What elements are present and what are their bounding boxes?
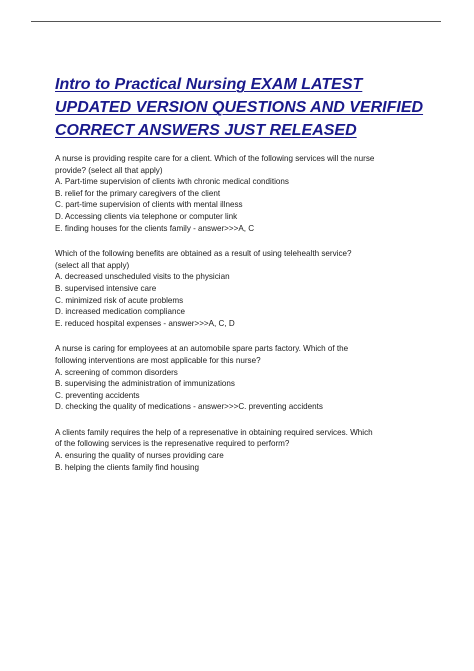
question-text: A nurse is caring for employees at an automobile spare parts factory. Which of the — [55, 344, 349, 354]
question-text: Which of the following benefits are obtained as a result of using telehealth service? — [55, 249, 352, 259]
question-block — [55, 427, 440, 473]
answer-option: D. increased medication compliance — [55, 307, 186, 317]
answer-option: A. decreased unscheduled visits to the physician — [55, 272, 230, 282]
title-line: CORRECT ANSWERS JUST RELEASED — [55, 122, 357, 139]
answer-option: B. helping the clients family find housing — [55, 462, 199, 472]
question-list — [55, 153, 440, 487]
question-block — [55, 343, 440, 413]
answer-option: A. ensuring the quality of nurses providing care — [55, 451, 224, 461]
question-text: provide? (select all that apply) — [55, 165, 163, 175]
answer-option: C. preventing accidents — [55, 390, 140, 400]
answer-option: B. supervising the administration of immunizations — [55, 379, 235, 389]
question-block — [55, 248, 440, 329]
answer-option: A. Part-time supervision of clients iwth chronic medical conditions — [55, 177, 289, 187]
question-block — [55, 153, 440, 234]
answer-option: D. checking the quality of medications - answer>>>C. preventing accidents — [55, 402, 323, 412]
document-title — [55, 73, 435, 142]
title-line: Intro to Practical Nursing EXAM LATEST — [55, 76, 363, 93]
answer-option: A. screening of common disorders — [55, 367, 178, 377]
answer-option: B. relief for the primary caregivers of the client — [55, 188, 221, 198]
answer-option: D. Accessing clients via telephone or computer link — [55, 211, 238, 221]
question-text: A clients family requires the help of a represenative in obtaining required services. Which — [55, 427, 373, 437]
question-text: following interventions are most applicable for this nurse? — [55, 355, 261, 365]
question-text: of the following services is the represenative required to perform? — [55, 439, 290, 449]
answer-option: E. reduced hospital expenses - answer>>>A, C, D — [55, 318, 235, 328]
header-rule — [31, 21, 441, 22]
question-text: A nurse is providing respite care for a client. Which of the following services will the nurse — [55, 154, 375, 163]
answer-option: E. finding houses for the clients family - answer>>>A, C — [55, 223, 255, 233]
question-text: (select all that apply) — [55, 260, 130, 270]
answer-option: C. minimized risk of acute problems — [55, 295, 184, 305]
answer-option: B. supervised intensive care — [55, 283, 157, 293]
title-line: UPDATED VERSION QUESTIONS AND VERIFIED — [55, 99, 424, 116]
answer-option: C. part-time supervision of clients with mental illness — [55, 200, 243, 210]
